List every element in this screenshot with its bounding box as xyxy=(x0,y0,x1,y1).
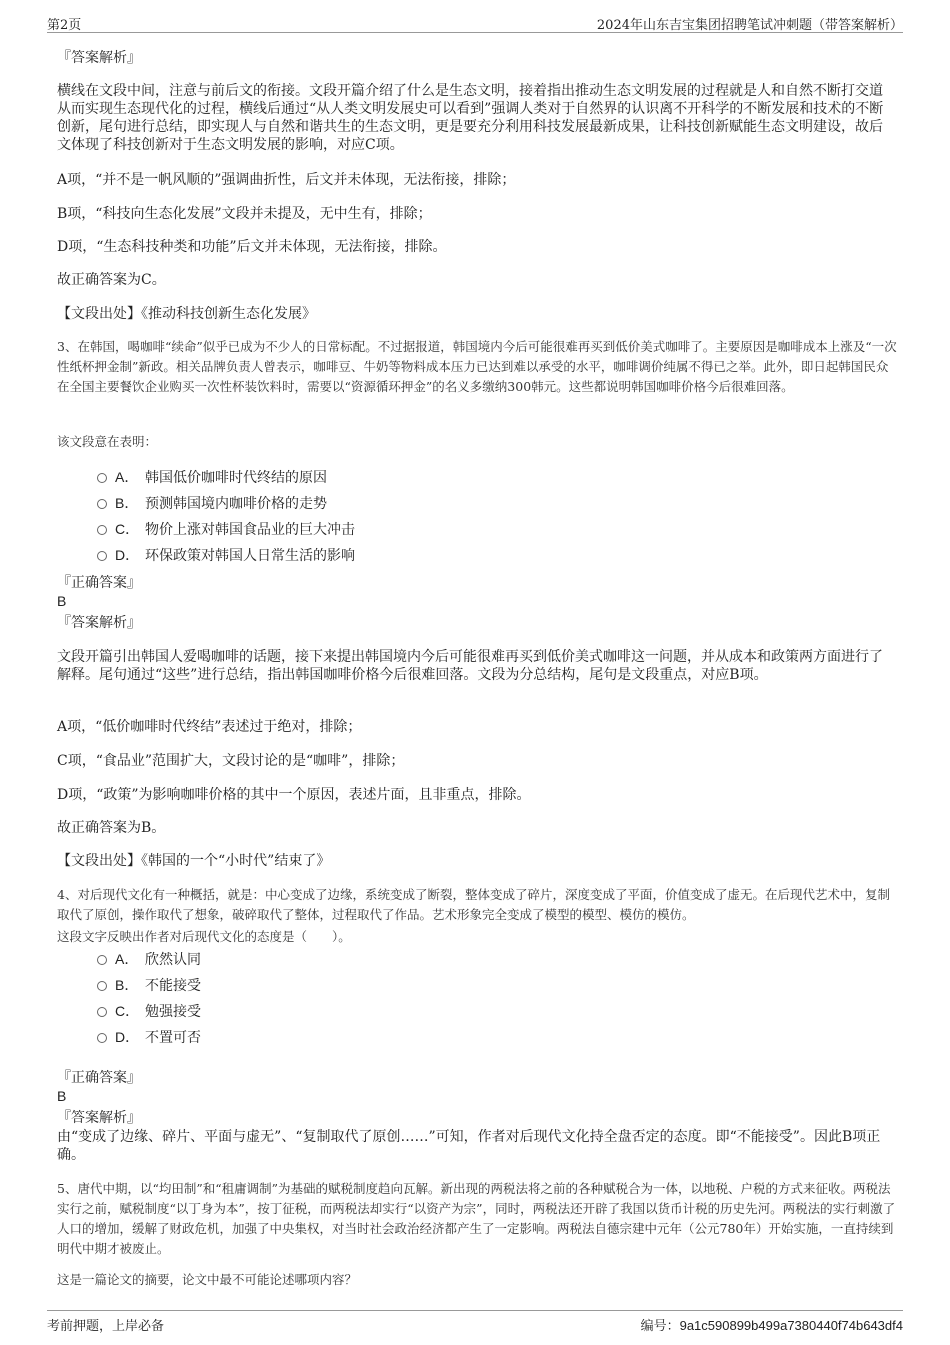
radio-icon xyxy=(97,525,107,535)
q3-explain-tag: 『答案解析』 xyxy=(57,615,141,631)
q4-option-a[interactable]: A． 欣然认同 xyxy=(97,950,201,969)
q4-prompt: 这段文字反映出作者对后现代文化的态度是（ ）。 xyxy=(57,929,351,944)
q4-option-c[interactable]: C． 勉强接受 xyxy=(97,1002,201,1021)
q3-option-d-analysis: D项，“政策”为影响咖啡价格的其中一个原因，表述片面，且非重点，排除。 xyxy=(57,787,531,803)
radio-icon xyxy=(97,499,107,509)
page-header xyxy=(47,14,903,33)
q3-source: 【文段出处】《韩国的一个“小时代”结束了》 xyxy=(57,853,331,869)
q3-option-c-analysis: C项，“食品业”范围扩大，文段讨论的是“咖啡”，排除； xyxy=(57,753,405,769)
document-code: 编号：9a1c590899b499a7380440f74b643df4 xyxy=(640,1318,903,1333)
q3-explanation: 文段开篇引出韩国人爱喝咖啡的话题，接下来提出韩国境内今后可能很难再买到低价美式咖啡这一问题，并从成本和政策两方面进行了解释。尾句通过“这些”进行总结，指出韩国咖啡价格今后很难回落。文段为分总结构，尾句是文段重点，对应B项。 xyxy=(57,649,883,683)
q4-option-b[interactable]: B． 不能接受 xyxy=(97,976,201,995)
q3-answer: B xyxy=(57,593,67,609)
q2-option-a-analysis: A项，“并不是一帆风顺的”强调曲折性，后文并未体现，无法衔接，排除； xyxy=(57,172,516,188)
q4-question-text: 4、对后现代文化有一种概括，就是：中心变成了边缘，系统变成了断裂，整体变成了碎片，深度变成了平面，价值变成了虚无。在后现代艺术中，复制取代了原创，操作取代了想象，破碎取代了整体，过程取代了作品。艺术形象完全变成了模型的模型、模仿的模仿。 xyxy=(57,887,890,922)
q3-answer-tag: 『正确答案』 xyxy=(57,575,141,591)
q5-prompt: 这是一篇论文的摘要，论文中最不可能论述哪项内容？ xyxy=(57,1272,358,1287)
radio-icon xyxy=(97,551,107,561)
document-title: 2024年山东吉宝集团招聘笔试冲刺题（带答案解析） xyxy=(596,18,903,33)
q3-option-b[interactable]: B． 预测韩国境内咖啡价格的走势 xyxy=(97,494,327,513)
q3-question-text: 3、在韩国，喝咖啡“续命”似乎已成为不少人的日常标配。不过据报道，韩国境内今后可能很难再买到低价美式咖啡了。主要原因是咖啡成本上涨及“一次性纸杯押金制”新政。相关品牌负责人曾表示，咖啡豆、牛奶等物料成本压力已达到难以承受的水平，咖啡调价纯属不得已之举。此外，即日起韩国民众在全国主要餐饮企业购买一次性杯装饮料时，需要以“资源循环押金”的名义多缴纳300韩元。这些都说明韩国咖啡价格今后很难回落。 xyxy=(57,339,897,394)
q4-answer-tag: 『正确答案』 xyxy=(57,1070,141,1086)
q3-prompt: 该文段意在表明： xyxy=(57,434,158,449)
q2-option-d-analysis: D项，“生态科技种类和功能”后文并未体现，无法衔接，排除。 xyxy=(57,239,447,255)
q3-option-a[interactable]: A． 韩国低价咖啡时代终结的原因 xyxy=(97,468,327,487)
q3-option-c[interactable]: C． 物价上涨对韩国食品业的巨大冲击 xyxy=(97,520,355,539)
q4-option-d[interactable]: D． 不置可否 xyxy=(97,1028,201,1047)
q2-option-b-analysis: B项，“科技向生态化发展”文段并未提及，无中生有，排除； xyxy=(57,206,432,222)
radio-icon xyxy=(97,473,107,483)
q2-source: 【文段出处】《推动科技创新生态化发展》 xyxy=(57,306,316,322)
q3-conclusion: 故正确答案为B。 xyxy=(57,820,166,836)
q3-option-d[interactable]: D． 环保政策对韩国人日常生活的影响 xyxy=(97,546,355,565)
radio-icon xyxy=(97,981,107,991)
radio-icon xyxy=(97,1007,107,1017)
q3-option-a-analysis: A项，“低价咖啡时代终结”表述过于绝对，排除； xyxy=(57,719,362,735)
footer-slogan: 考前押题，上岸必备 xyxy=(47,1319,165,1334)
q2-explain-tag: 『答案解析』 xyxy=(57,50,141,66)
radio-icon xyxy=(97,955,107,965)
page-footer xyxy=(47,1310,903,1336)
q4-explanation: 由“变成了边缘、碎片、平面与虚无”、“复制取代了原创……”可知，作者对后现代文化持全盘否定的态度。即“不能接受”。因此B项正确。 xyxy=(57,1129,881,1163)
q2-conclusion: 故正确答案为C。 xyxy=(57,272,166,288)
q4-answer: B xyxy=(57,1088,67,1104)
q5-question-text: 5、唐代中期，以“均田制”和“租庸调制”为基础的赋税制度趋向瓦解。新出现的两税法将之前的各种赋税合为一体，以地税、户税的方式来征收。两税法实行之前，赋税制度“以丁身为本”，按丁征税，而两税法却实行“以资产为宗”，同时，两税法还开辟了我国以货币计税的历史先河。两税法的实行刺激了人口的增加，缓解了财政危机，加强了中央集权，对当时社会政治经济都产生了一定影响。两税法自德宗建中元年（公元780年）开始实施，一直持续到明代中期才被废止。 xyxy=(57,1181,896,1256)
page-number: 第2页 xyxy=(47,18,82,33)
q4-explain-tag: 『答案解析』 xyxy=(57,1110,141,1126)
radio-icon xyxy=(97,1033,107,1043)
q2-explanation: 横线在文段中间，注意与前后文的衔接。文段开篇介绍了什么是生态文明，接着指出推动生态文明发展的过程就是人和自然不断打交道从而实现生态现代化的过程，横线后通过“从人类文明发展史可以看到”强调人类对于自然界的认识离不开科学的不断发展和技术的不断创新，尾句进行总结，即实现人与自然和谐共生的生态文明，更是要充分利用科技发展最新成果，让科技创新赋能生态文明建设，故后文体现了科技创新对于生态文明发展的影响，对应C项。 xyxy=(57,83,884,153)
